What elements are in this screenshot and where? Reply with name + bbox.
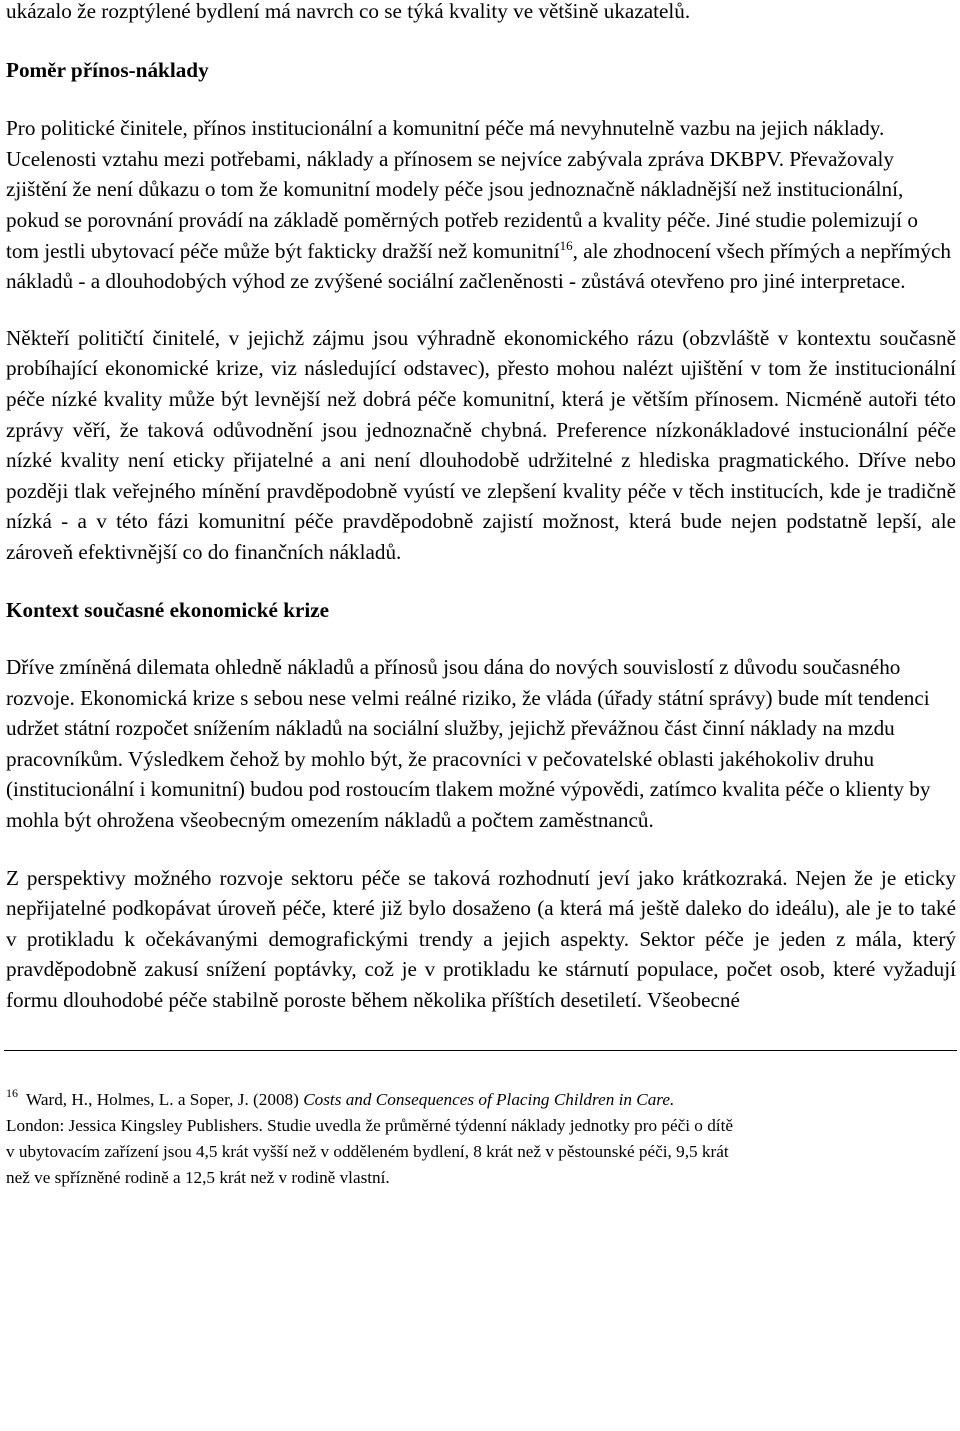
footnote-separator: [4, 1050, 957, 1051]
paragraph-cost-benefit: [6, 113, 956, 297]
footnote-line-3: v ubytovacím zařízení jsou 4,5 krát vyšší než v odděleném bydlení, 8 krát než v pěstounské péči, 9,5 krát: [6, 1141, 729, 1161]
paragraph-perspective: Z perspektivy možného rozvoje sektoru péče se taková rozhodnutí jeví jako krátkozraká. Nejen že je eticky nepřijatelné podkopávat úroveň péče, které již bylo dosaženo (a která má ještě daleko do ideálu), ale je to také v protikladu k očekávanými demografickými trendy a jejich aspekty. Sektor péče je jeden z mála, který pravděpodobně zakusí snížení poptávky, což je v protikladu ke stárnutí populace, počet osob, které vyžadují formu dlouhodobé péče stabilně poroste během několika příštích desetiletí. Všeobecné: [6, 865, 956, 1013]
footnote-citation-title: Costs and Consequences of Placing Children in Care.: [303, 1089, 675, 1109]
footnote-mark: 16: [6, 1085, 18, 1100]
paragraph-cost-benefit-text-cont: , ale zhodnocení všech přímých a nepřímých nákladů - a dlouhodobých výhod ze zvýšené sociální začleněnosti - zůstává otevřeno pro jiné interpretace.: [6, 238, 951, 294]
paragraph-cost-benefit-text: Pro politické činitele, přínos institucionální a komunitní péče má nevyhnutelně vazbu na jejich náklady. Ucelenosti vztahu mezi potřebami, náklady a přínosem se nejvíce zabývala zpráva DKBPV. Převažovaly zjištění že není důkazu o tom že komunitní modely péče jsou jednoznačně nákladnější než institucionální, pokud se porovnání provádí na základě poměrných potřeb rezidentů a kvality péče. Jiné studie polemizují o tom jestli ubytovací péče může být fakticky dražší než komunitní: [6, 116, 918, 263]
heading-cost-benefit: Poměr přínos-náklady: [6, 57, 209, 82]
footnote-line-4: než ve spřízněné rodině a 12,5 krát než v rodině vlastní.: [6, 1167, 390, 1187]
heading-crisis: Kontext současné ekonomické krize: [6, 597, 330, 622]
paragraph-intro-tail: ukázalo že rozptýlené bydlení má navrch co se týká kvality ve většině ukazatelů.: [6, 0, 691, 23]
footnote-reference[interactable]: 16: [559, 237, 573, 253]
document-page: [6, 0, 956, 1191]
footnote-citation-authors: Ward, H., Holmes, L. a Soper, J. (2008): [26, 1089, 304, 1109]
paragraph-crisis: Dříve zmíněná dilemata ohledně nákladů a přínosů jsou dána do nových souvislostí z důvodu současného rozvoje. Ekonomická krize s sebou nese velmi reálné riziko, že vláda (úřady státní správy) bude mít tendenci udržet státní rozpočet snížením nákladů na sociální služby, jejichž převážnou část činní náklady na mzdu pracovníkům. Výsledkem čehož by mohlo být, že pracovníci v pečovatelské oblasti jakéhokoliv druhu (institucionální i komunitní) budou pod rostoucím tlakem možné výpovědi, zatímco kvalita péče o klienty by mohla být ohrožena všeobecným omezením nákladů a počtem zaměstnanců.: [6, 655, 931, 833]
footnote-line-2: London: Jessica Kingsley Publishers. Studie uvedla že průměrné týdenní náklady jednotky pro péči o dítě: [6, 1115, 733, 1135]
footnote-line-1: [6, 1087, 956, 1113]
paragraph-politicians: Někteří političtí činitelé, v jejichž zájmu jsou výhradně ekonomického rázu (obzvláště v kontextu současně probíhající ekonomické krize, viz následující odstavec), přesto mohou nalézt ujištění v tom že institucionální péče nízké kvality může být levnější než dobrá péče komunitní, která je větším přínosem. Nicméně autoři této zprávy věří, že taková odůvodnění jsou jednoznačně chybná. Preference nízkonákladové instucionální péče nízké kvality není eticky přijatelné a ani není dlouhodobě udržitelné z hlediska pragmatického. Dříve nebo později tlak veřejného mínění pravděpodobně vyústí ve zlepšení kvality péče v těch institucích, kde je tradičně nízká - a v této fázi komunitní péče pravděpodobně zajistí možnost, která bude nejen podstatně lepší, ale zároveň efektivnější co do finančních nákladů.: [6, 325, 956, 564]
